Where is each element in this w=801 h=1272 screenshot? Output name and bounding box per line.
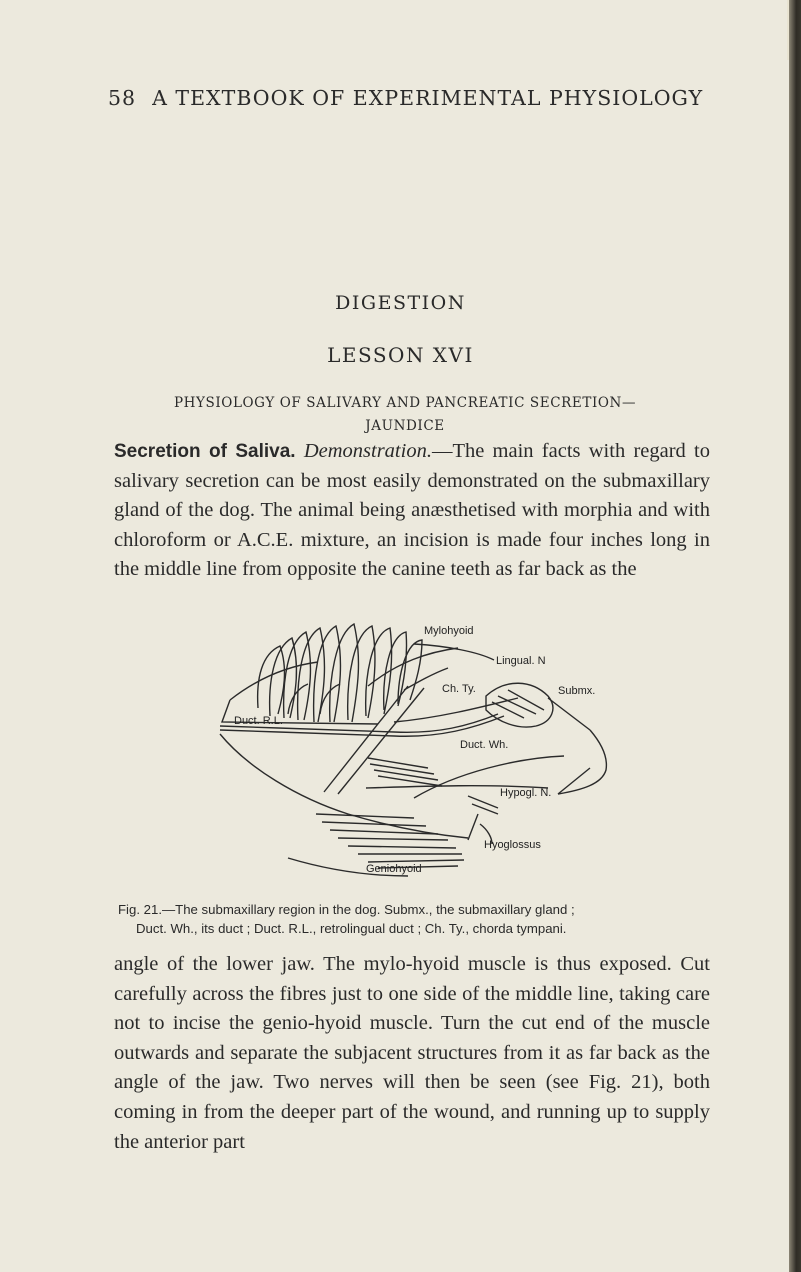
demonstration-label: Demonstration. [303, 440, 432, 462]
paragraph-text: —The main facts with regard to salivary secretion can be most easily demonstrated on the submaxillary gland of the dog. The animal being anæsthetised with morphia and with chloroform or A.C.E. mixture, an incision is made four inches long in the middle line from opposite the canine teeth as far back as the [114, 440, 710, 581]
label-whartons-duct: Duct. Wh. [460, 739, 509, 751]
section-title: DIGESTION [335, 292, 466, 314]
label-submaxillary-gland: Submx. [558, 685, 596, 697]
book-title: A TEXTBOOK OF EXPERIMENTAL PHYSIOLOGY [152, 86, 704, 110]
book-page-edge [789, 0, 801, 1272]
page-number: 58 [108, 86, 137, 110]
figure-caption [118, 901, 718, 938]
subtitle-line: JAUNDICE [365, 418, 445, 434]
label-geniohyoid: Geniohyoid [366, 863, 422, 875]
run-in-heading: Secretion of Saliva. [114, 441, 296, 462]
paragraph-mylohyoid-procedure: angle of the lower jaw. The mylo-hyoid muscle is thus exposed. Cut carefully across the fibres just to one side of the middle line, taking care not to incise the genio-hyoid muscle. Turn the cut end of the muscle outwards and separate the subjacent structures from it as far back as the angle of the jaw. Two nerves will then be seen (see Fig. 21), both coming in from the deeper part of the wound, and running up to supply the anterior part [114, 953, 710, 1153]
figure-submaxillary-region [218, 618, 618, 894]
subtitle-line: PHYSIOLOGY OF SALIVARY AND PANCREATIC SECRETION— [173, 395, 637, 411]
label-retrolingual-duct: Duct. R.L. [234, 715, 283, 727]
illustration-strokes [220, 624, 606, 876]
label-chorda-tympani: Ch. Ty. [442, 683, 476, 695]
caption-line: Fig. 21.—The submaxillary region in the dog. Submx., the submaxillary gland ; [118, 902, 575, 917]
lesson-subtitle [100, 392, 710, 438]
label-mylohyoid: Mylohyoid [424, 625, 474, 637]
label-lingual-nerve: Lingual. N [496, 655, 546, 667]
label-hypoglossal-nerve: Hypogl. N. [500, 787, 552, 799]
label-hyoglossus: Hyoglossus [484, 839, 541, 851]
anatomical-illustration [218, 618, 618, 894]
paragraph-secretion-of-saliva [114, 437, 710, 585]
caption-line: Duct. Wh., its duct ; Duct. R.L., retrolingual duct ; Ch. Ty., chorda tympani. [136, 920, 567, 936]
running-head [108, 86, 708, 110]
lesson-title: LESSON XVI [327, 343, 474, 367]
